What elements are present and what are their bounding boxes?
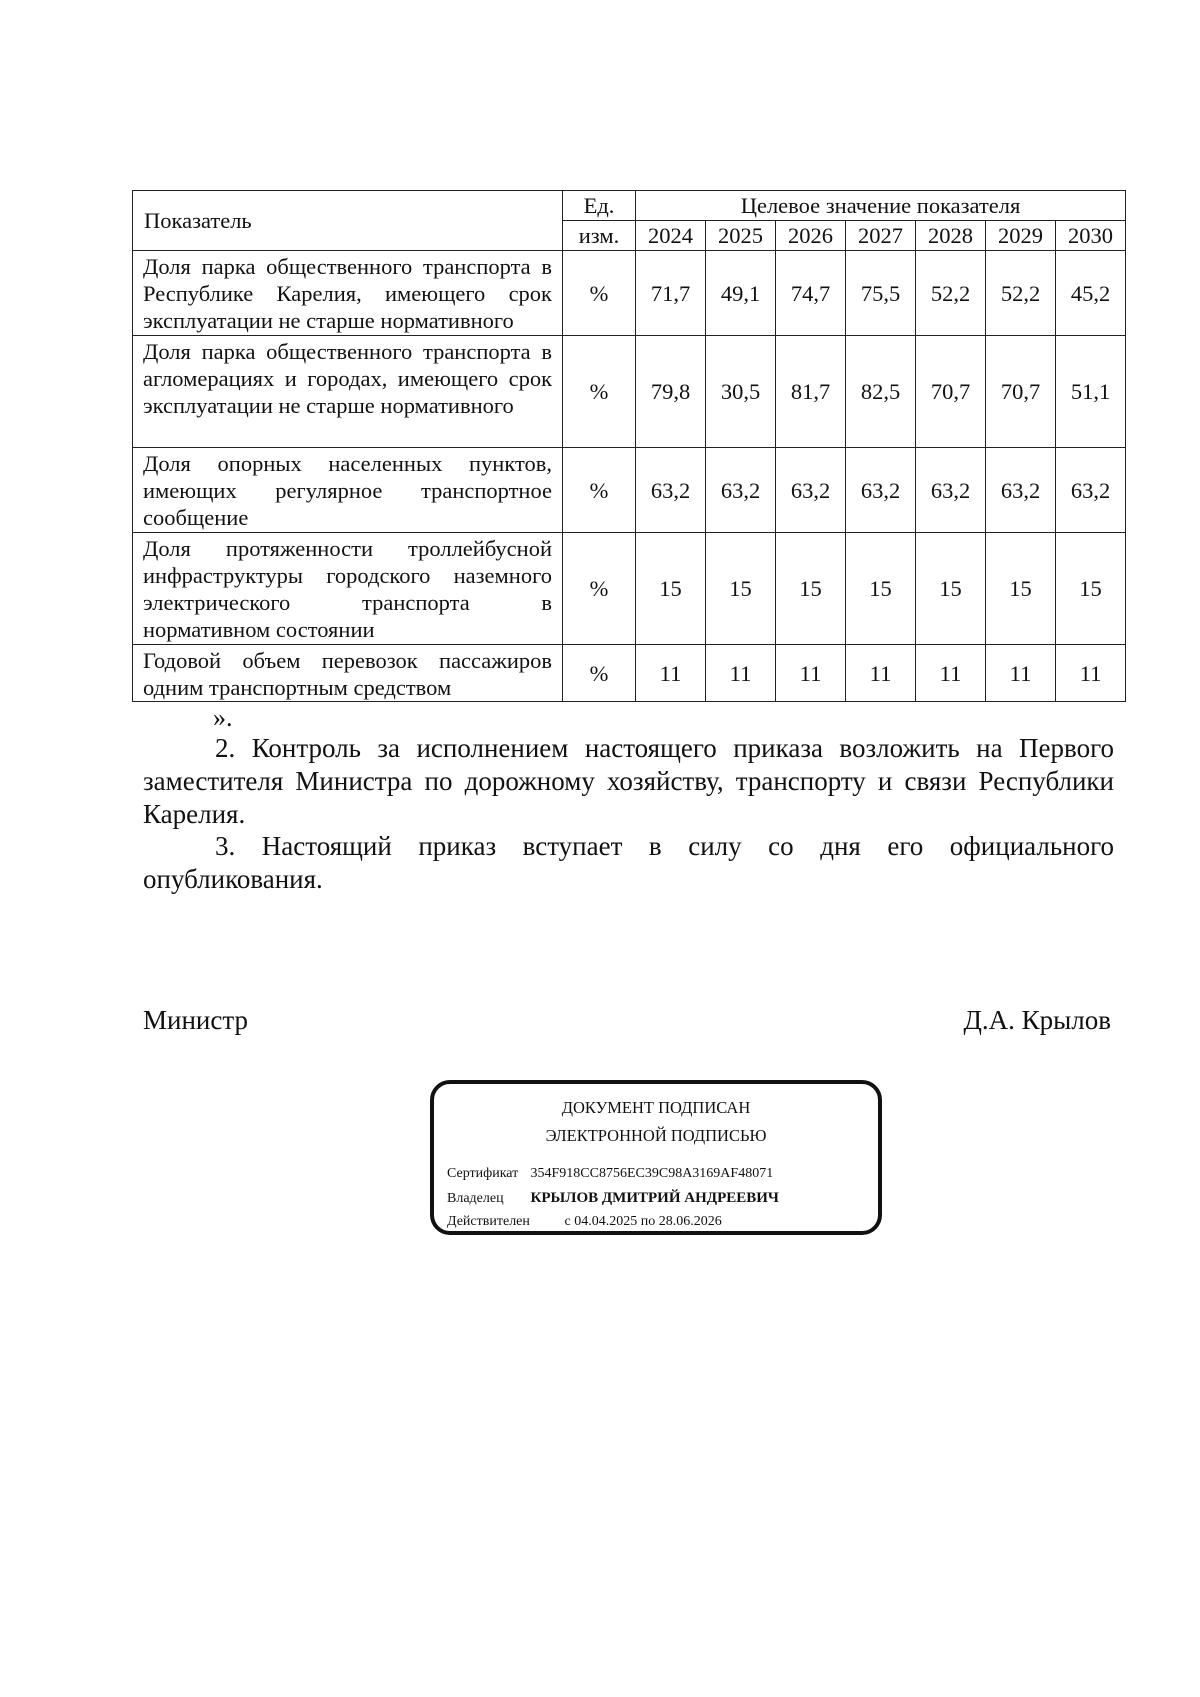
- value-cell: 15: [986, 533, 1056, 645]
- value-cell: 63,2: [706, 448, 776, 533]
- value-cell: 11: [846, 645, 916, 702]
- value-cell: 52,2: [916, 251, 986, 336]
- unit-cell: %: [563, 251, 636, 336]
- stamp-valid-row: [447, 1214, 722, 1230]
- value-cell: 30,5: [706, 336, 776, 448]
- value-cell: 15: [1056, 533, 1126, 645]
- value-cell: 15: [916, 533, 986, 645]
- indicator-name: Доля протяженности троллейбусной инфраструктуры городского наземного электрического транспорта в нормативном состоянии: [133, 533, 563, 645]
- indicator-name: Доля парка общественного транспорта в Республике Карелия, имеющего срок эксплуатации не старше нормативного: [133, 251, 563, 336]
- table-row: [133, 533, 1126, 645]
- header-unit-line1: Ед.: [563, 191, 636, 221]
- signature-name: Д.А. Крылов: [963, 1005, 1111, 1035]
- stamp-certificate-value: 354F918CC8756EC39C98A3169AF48071: [530, 1166, 774, 1181]
- header-target-group: Целевое значение показателя: [636, 191, 1126, 221]
- value-cell: 51,1: [1056, 336, 1126, 448]
- value-cell: 15: [846, 533, 916, 645]
- unit-cell: %: [563, 533, 636, 645]
- value-cell: 75,5: [846, 251, 916, 336]
- value-cell: 79,8: [636, 336, 706, 448]
- e-signature-stamp: [430, 1080, 882, 1235]
- value-cell: 82,5: [846, 336, 916, 448]
- table-row: [133, 336, 1126, 448]
- value-cell: 74,7: [776, 251, 846, 336]
- header-year: 2027: [846, 221, 916, 251]
- value-cell: 15: [776, 533, 846, 645]
- value-cell: 70,7: [986, 336, 1056, 448]
- table-row: [133, 448, 1126, 533]
- indicator-name: Доля парка общественного транспорта в агломерациях и городах, имеющего срок эксплуатации не старше нормативного: [133, 336, 563, 448]
- paragraph-effective: 3. Настоящий приказ вступает в силу со дня его официального опубликования.: [143, 831, 1114, 894]
- header-year: 2028: [916, 221, 986, 251]
- value-cell: 52,2: [986, 251, 1056, 336]
- value-cell: 11: [636, 645, 706, 702]
- unit-cell: %: [563, 336, 636, 448]
- stamp-owner-value: КРЫЛОВ ДМИТРИЙ АНДРЕЕВИЧ: [530, 1190, 779, 1206]
- header-year: 2029: [986, 221, 1056, 251]
- header-year: 2026: [776, 221, 846, 251]
- value-cell: 11: [916, 645, 986, 702]
- value-cell: 63,2: [986, 448, 1056, 533]
- indicator-name: Доля опорных населенных пунктов, имеющих регулярное транспортное сообщение: [133, 448, 563, 533]
- signature-title: Министр: [143, 1005, 248, 1035]
- value-cell: 11: [706, 645, 776, 702]
- value-cell: 15: [706, 533, 776, 645]
- stamp-owner-label: Владелец: [447, 1191, 504, 1206]
- stamp-certificate-row: [447, 1166, 773, 1182]
- value-cell: 11: [1056, 645, 1126, 702]
- header-unit-line2: изм.: [563, 221, 636, 251]
- stamp-title-line2: ЭЛЕКТРОННОЙ ПОДПИСЬЮ: [545, 1126, 767, 1145]
- value-cell: 15: [636, 533, 706, 645]
- value-cell: 11: [986, 645, 1056, 702]
- unit-cell: %: [563, 645, 636, 702]
- header-year: 2030: [1056, 221, 1126, 251]
- value-cell: 63,2: [1056, 448, 1126, 533]
- header-year: 2025: [706, 221, 776, 251]
- stamp-owner-row: [447, 1190, 779, 1207]
- value-cell: 45,2: [1056, 251, 1126, 336]
- value-cell: 70,7: [916, 336, 986, 448]
- unit-cell: %: [563, 448, 636, 533]
- indicator-name: Годовой объем перевозок пассажиров одним транспортным средством: [133, 645, 563, 702]
- value-cell: 63,2: [776, 448, 846, 533]
- value-cell: 49,1: [706, 251, 776, 336]
- value-cell: 11: [776, 645, 846, 702]
- value-cell: 63,2: [846, 448, 916, 533]
- table-row: [133, 645, 1126, 702]
- stamp-valid-value: с 04.04.2025 по 28.06.2026: [564, 1214, 722, 1229]
- value-cell: 81,7: [776, 336, 846, 448]
- paragraph-control: 2. Контроль за исполнением настоящего приказа возложить на Первого заместителя Министра по дорожному хозяйству, транспорту и связи Республики Карелия.: [143, 733, 1114, 829]
- table-row: [133, 251, 1126, 336]
- value-cell: 63,2: [636, 448, 706, 533]
- closing-quote: ».: [213, 703, 233, 732]
- value-cell: 71,7: [636, 251, 706, 336]
- stamp-title-line1: ДОКУМЕНТ ПОДПИСАН: [561, 1098, 751, 1117]
- value-cell: 63,2: [916, 448, 986, 533]
- indicators-table: [132, 190, 1126, 702]
- stamp-valid-label: Действителен: [447, 1214, 530, 1229]
- stamp-certificate-label: Сертификат: [447, 1166, 519, 1181]
- header-indicator: Показатель: [133, 191, 563, 251]
- header-year: 2024: [636, 221, 706, 251]
